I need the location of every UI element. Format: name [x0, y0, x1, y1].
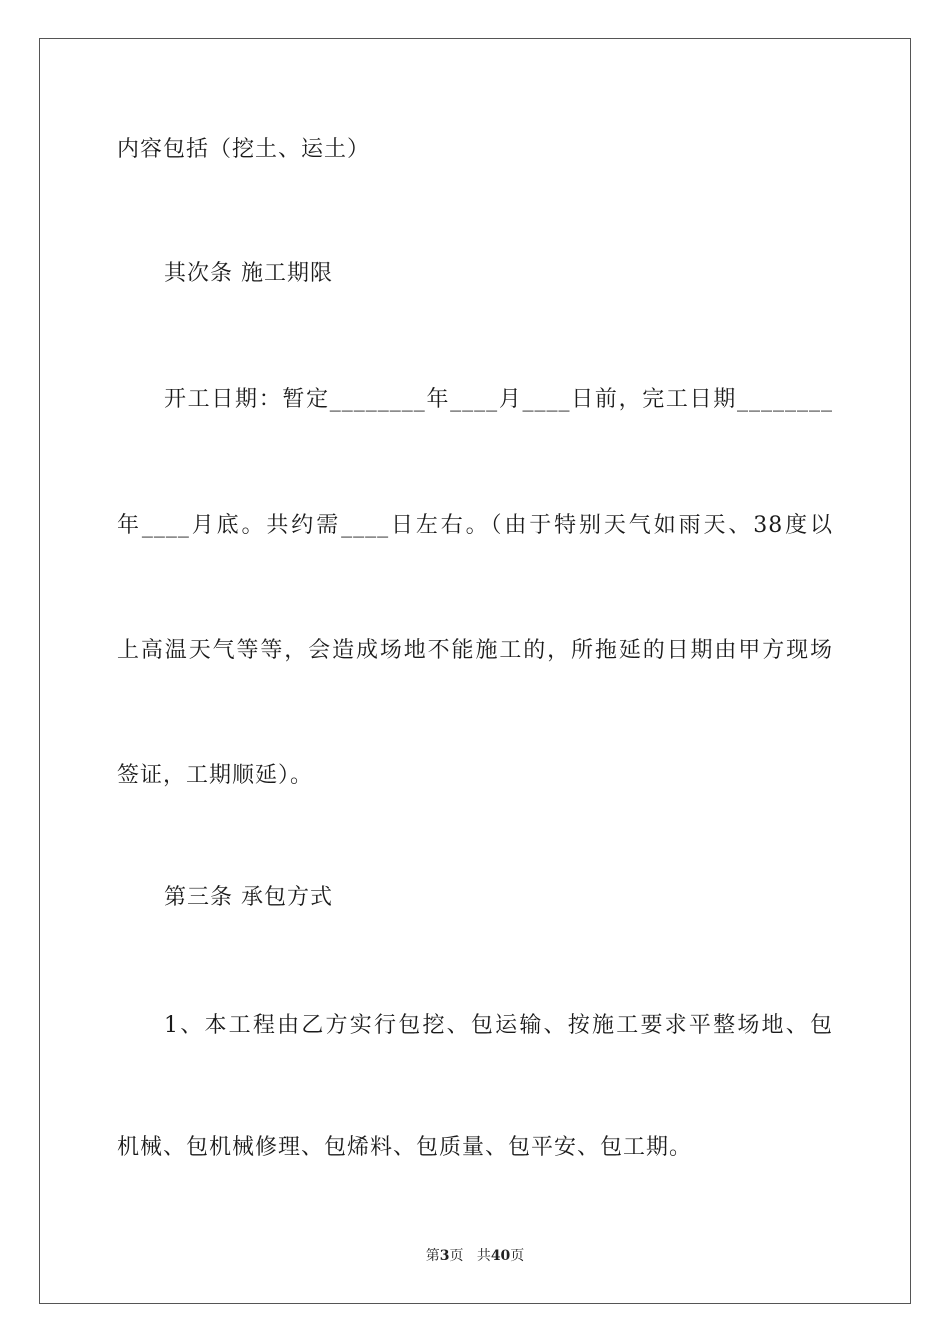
section-heading-contract-method: 第三条 承包方式: [164, 885, 333, 910]
text-line-duration: 年____月底。共约需____日左右。（由于特别天气如雨天、38度以: [117, 513, 833, 538]
text-line-contract-items: 机械、包机械修理、包烯料、包质量、包平安、包工期。: [117, 1135, 693, 1160]
footer-total-prefix: 共: [476, 1248, 491, 1264]
page-border: [39, 38, 911, 1304]
text-line-weather: 上高温天气等等，会造成场地不能施工的，所拖延的日期由甲方现场: [117, 638, 833, 663]
footer-prefix: 第: [425, 1248, 440, 1264]
footer-total-unit: 页: [510, 1248, 525, 1264]
text-line-start-date: 开工日期：暂定________年____月____日前，完工日期________: [164, 387, 833, 412]
text-line-content: 内容包括（挖土、运土）: [117, 137, 371, 162]
text-line-contract-scope: 1、本工程由乙方实行包挖、包运输、按施工要求平整场地、包: [164, 1013, 833, 1038]
text-line-extension: 签证，工期顺延）。: [117, 763, 314, 788]
section-heading-schedule: 其次条 施工期限: [164, 261, 333, 286]
footer-total-pages: 40: [490, 1248, 511, 1264]
footer-page-unit: 页: [449, 1248, 464, 1264]
page-footer: [0, 1246, 950, 1266]
footer-page-number: 3: [439, 1248, 450, 1264]
